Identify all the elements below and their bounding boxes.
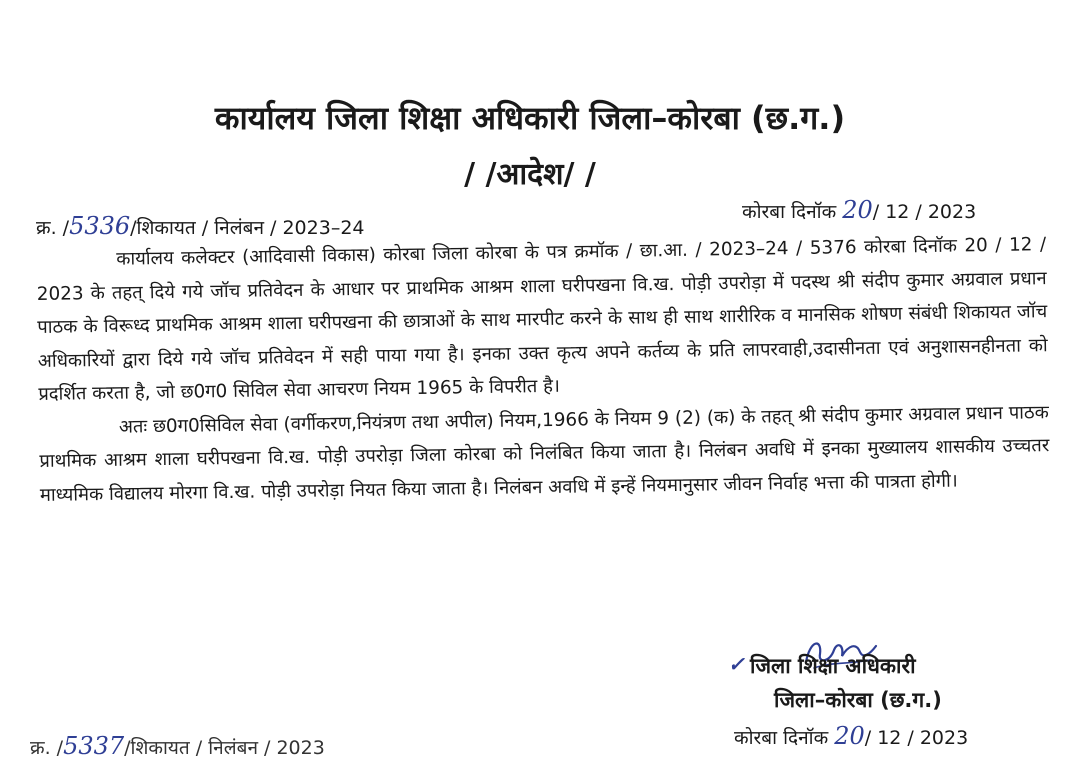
copy-ref-prefix: क्र. /: [30, 737, 64, 759]
signature-date: [734, 722, 968, 750]
ink-tick-mark: ✓: [728, 652, 745, 676]
signature-date-day: 20: [834, 722, 865, 750]
order-body: [36, 228, 1050, 512]
copy-ref-rest: /शिकायत / निलंबन / 2023: [124, 737, 325, 759]
date-label: कोरबा दिनॉक: [742, 201, 843, 223]
reference-number-handwritten: 5336: [69, 212, 131, 240]
date-day-handwritten: 20: [842, 196, 873, 224]
date-rest: / 12 / 2023: [872, 201, 977, 223]
order-heading: / /आदेश/ /: [464, 157, 596, 192]
order-date-line: [742, 196, 976, 224]
signatory-place: जिला–कोरबा (छ.ग.): [774, 688, 942, 712]
order-paragraph-1: कार्यालय कलेक्टर (आदिवासी विकास) कोरबा जिला कोरबा के पत्र क्रमॉक / छा.आ. / 2023–24 / 5376 कोरबा दिनॉक 20 / 12 / 2023 के तहत् दिये गये जॉच प्रतिवेदन के आधार पर प्राथमिक आश्रम शाला घरीपखना वि.ख. पोड़ी उपरोड़ा में पदस्थ श्री संदीप कुमार अग्रवाल प्रधान पाठक के विरूध्द प्राथमिक आश्रम शाला घरीपखना की छात्राओं के साथ मारपीट करने के साथ ही साथ शारीरिक व मानसिक शोषण संबंधी शिकायत जॉच अधिकारियों द्वारा दिये गये जॉच प्रतिवेदन में सही पाया गया है। इनका उक्त कृत्य अपने कर्तव्य के प्रति लापरवाही,उदासीनता एवं अनुशासनहीनता को प्रदर्शित करता है, जो छ0ग0 सिविल सेवा आचरण नियम 1965 के विपरीत है।: [36, 234, 1048, 405]
reference-suffix: /शिकायत / निलंबन / 2023–24: [130, 217, 365, 239]
order-paragraph-2: अतः छ0ग0सिविल सेवा (वर्गीकरण,नियंत्रण तथा अपील) नियम,1966 के नियम 9 (2) (क) के तहत् श्री संदीप कुमार अग्रवाल प्रधान पाठक प्राथमिक आश्रम शाला घरीपखना वि.ख. पोड़ी उपरोड़ा जिला कोरबा को निलंबित किया जाता है। निलंबन अवधि में इनका मुख्यालय शासकीय उच्चतर माध्यमिक विद्यालय मोरगा वि.ख. पोड़ी उपरोड़ा नियत किया जाता है। निलंबन अवधि में इन्हें नियमानुसार जीवन निर्वाह भत्ता की पात्रता होगी।: [39, 401, 1050, 506]
reference-prefix: क्र. /: [36, 217, 70, 239]
reference-number-line: [36, 212, 365, 240]
signature-date-label: कोरबा दिनॉक: [734, 727, 835, 749]
copy-ref-number: 5337: [63, 732, 125, 760]
copy-reference-line: [30, 732, 325, 760]
signatory-title: जिला शिक्षा अधिकारी: [750, 654, 916, 678]
office-title: कार्यालय जिला शिक्षा अधिकारी जिला–कोरबा (छ.ग.): [214, 99, 846, 137]
signature-date-rest: / 12 / 2023: [864, 727, 969, 749]
